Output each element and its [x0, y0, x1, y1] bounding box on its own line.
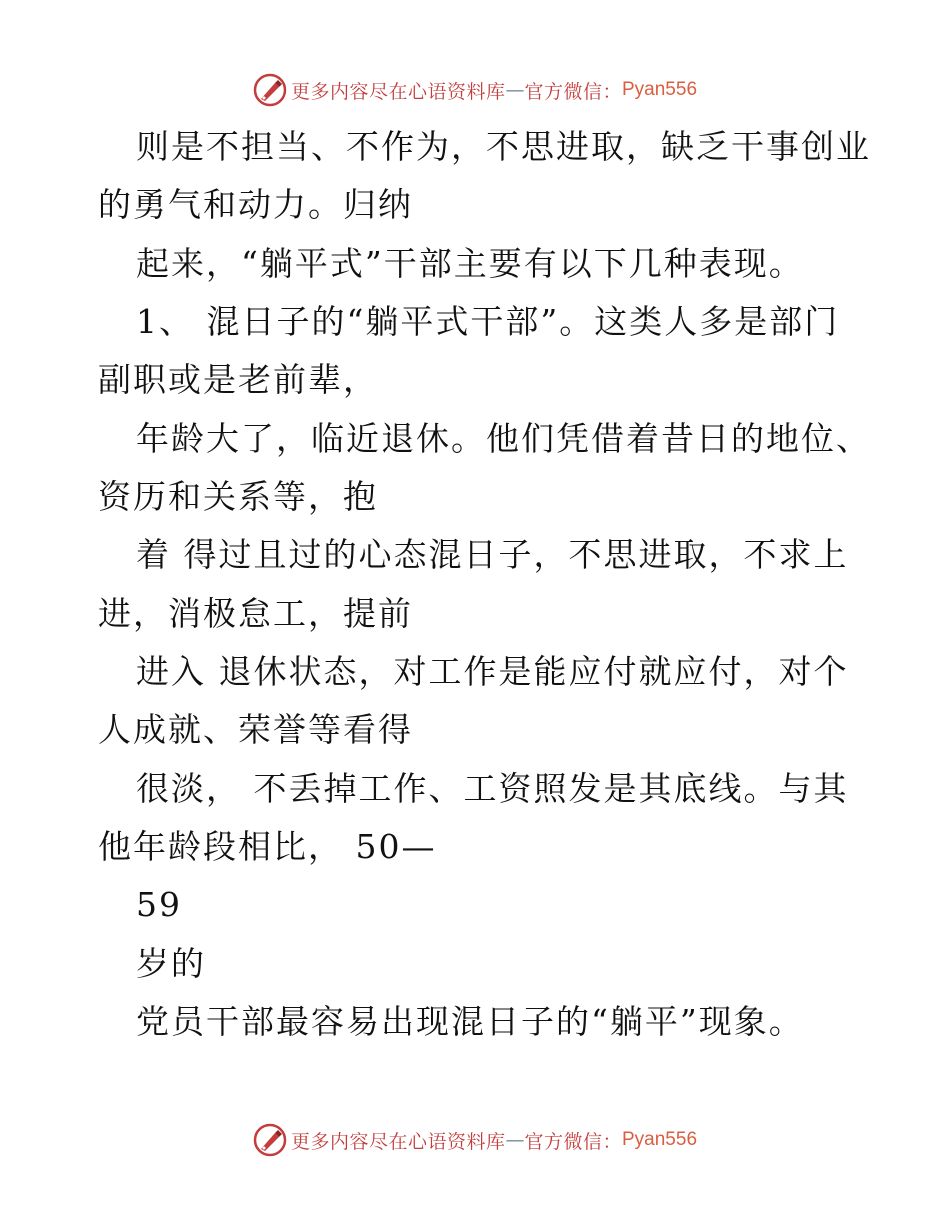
body-line: 岁的 — [136, 944, 206, 983]
watermark-separator: — — [505, 1129, 525, 1151]
watermark-wechat-id: Pyan556 — [622, 79, 698, 100]
pen-logo-icon — [253, 1123, 287, 1157]
watermark-wechat-label: 官方微信： — [524, 80, 622, 103]
pen-logo-icon — [253, 73, 287, 107]
body-line: 副职或是老前辈， — [98, 360, 378, 399]
body-line: 他年龄段相比， 50— — [98, 827, 437, 866]
body-line: 起来，“躺平式”干部主要有以下几种表现。 — [136, 244, 804, 283]
body-line: 1、 混日子的“躺平式干部”。这类人多是部门 — [136, 302, 840, 341]
watermark-wechat-label: 官方微信： — [524, 1130, 622, 1153]
watermark-site-text: 更多内容尽在心语资料库 — [290, 80, 506, 103]
body-line: 进入 退休状态，对工作是能应付就应付，对个 — [136, 652, 849, 691]
footer-watermark — [0, 1120, 950, 1160]
body-line: 的勇气和动力。归纳 — [98, 185, 413, 224]
body-line: 很淡， 不丢掉工作、工资照发是其底线。与其 — [136, 769, 849, 808]
watermark-separator: — — [505, 79, 525, 101]
body-line: 年龄大了，临近退休。他们凭借着昔日的地位、 — [136, 419, 871, 458]
header-watermark — [0, 70, 950, 110]
body-line: 资历和关系等，抱 — [98, 477, 378, 516]
watermark-site-text: 更多内容尽在心语资料库 — [290, 1130, 506, 1153]
body-line: 党员干部最容易出现混日子的“躺平”现象。 — [136, 1002, 804, 1041]
body-line: 着 得过且过的心态混日子，不思进取，不求上 — [136, 535, 849, 574]
watermark-wechat-id: Pyan556 — [622, 1129, 698, 1150]
body-line: 人成就、荣誉等看得 — [98, 710, 413, 749]
body-line: 进，消极怠工，提前 — [98, 594, 413, 633]
body-line: 59 — [136, 885, 182, 924]
body-line: 则是不担当、不作为，不思进取，缺乏干事创业 — [136, 127, 871, 166]
